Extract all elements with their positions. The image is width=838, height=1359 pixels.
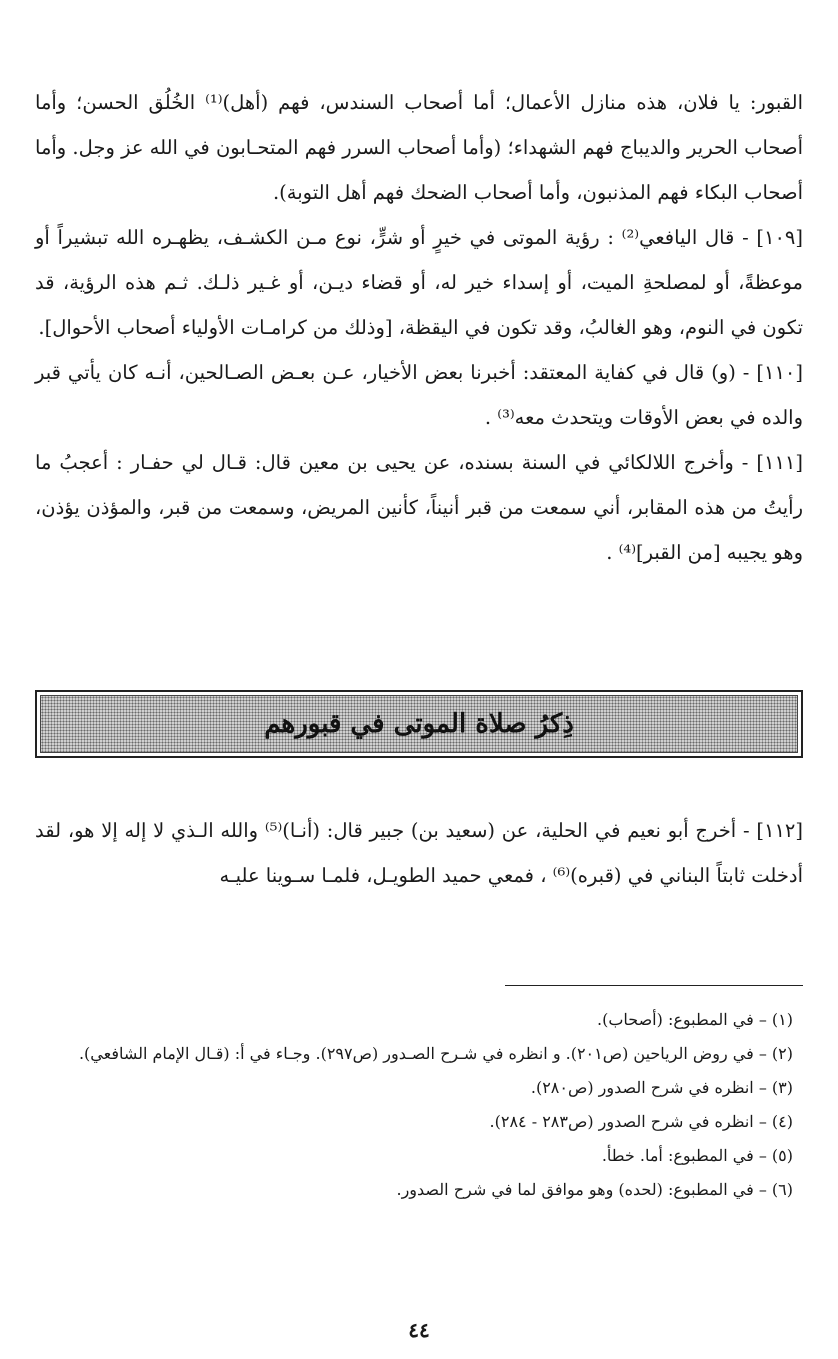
footnote-5: (٥) – في المطبوع: أما. خطأ. bbox=[601, 1146, 793, 1165]
footnote-6: (٦) – في المطبوع: (لحده) وهو موافق لما في شرح الصدور. bbox=[396, 1180, 793, 1199]
section-heading-frame bbox=[35, 690, 803, 758]
main-text-upper bbox=[35, 80, 803, 575]
paragraph-109: [١٠٩] - قال اليافعي⁽²⁾ : رؤية الموتى في خيرٍ أو شرٍّ، نوع مـن الكشـف، يظهـره الله تبشيراً أو موعظةً، أو لمصلحةِ الميت، أو إسداء خير له، أو قضاء ديـن، أو غـير ذلـك. ثـم هذه الرؤية، قد تكون في النوم، وهو الغالبُ، وقد تكون في اليقظة، [وذلك من كرامـات الأولياء أصحاب الأحوال]. bbox=[35, 226, 803, 339]
section-heading-shaded-band bbox=[40, 695, 798, 753]
footnote-1: (١) – في المطبوع: (أصحاب). bbox=[596, 1010, 793, 1029]
paragraph-111: [١١١] - وأخرج اللالكائي في السنة بسنده، عن يحيى بن معين قال: قـال لي حفـار : أعجبُ ما رأيتُ من هذه المقابر، أني سمعت من قبر أنيناً، كأنين المريض، وسمعت من قبر، والمؤذن يؤذن، وهو يجيبه [من القبر]⁽⁴⁾ . bbox=[35, 451, 803, 564]
footnote-3: (٣) – انظره في شرح الصدور (ص٢٨٠). bbox=[530, 1078, 793, 1097]
paragraph-continuation: القبور: يا فلان، هذه منازل الأعمال؛ أما أصحاب السندس، فهم (أهل)⁽¹⁾ الخُلُق الحسن؛ وأما أصحاب الحرير والديباج فهم الشهداء؛ (وأما أصحاب السرر فهم المتحـابون في الله عز وجل. وأما أصحاب البكاء فهم المذنبون، وأما أصحاب الضحك فهم أهل التوبة). bbox=[35, 91, 803, 204]
page-number: ٤٤ bbox=[408, 1318, 430, 1342]
main-text-lower bbox=[35, 808, 803, 898]
section-heading: ذِكرُ صلاة الموتى في قبورهم bbox=[264, 709, 574, 739]
paragraph-112: [١١٢] - أخرج أبو نعيم في الحلية، عن (سعيد بن) جبير قال: (أنـا)⁽⁵⁾ والله الـذي لا إله إلا هو، لقد أدخلت ثابتاً البناني في (قبره)⁽⁶⁾ ، فمعي حميد الطويـل، فلمـا سـوينا عليـه bbox=[35, 819, 803, 887]
paragraph-110: [١١٠] - (و) قال في كفاية المعتقد: أخبرنا بعض الأخيار، عـن بعـض الصـالحين، أنـه كان يأتي قبر والده في بعض الأوقات ويتحدث معه⁽³⁾ . bbox=[35, 361, 803, 429]
footnote-4: (٤) – انظره في شرح الصدور (ص٢٨٣ - ٢٨٤). bbox=[489, 1112, 793, 1131]
footnote-2: (٢) – في روض الرياحين (ص٢٠١). و انظره في شـرح الصـدور (ص٢٩٧). وجـاء في أ: (قـال الإمام الشافعي). bbox=[78, 1044, 793, 1063]
footnote-separator bbox=[505, 985, 803, 986]
footnotes bbox=[35, 1003, 793, 1207]
